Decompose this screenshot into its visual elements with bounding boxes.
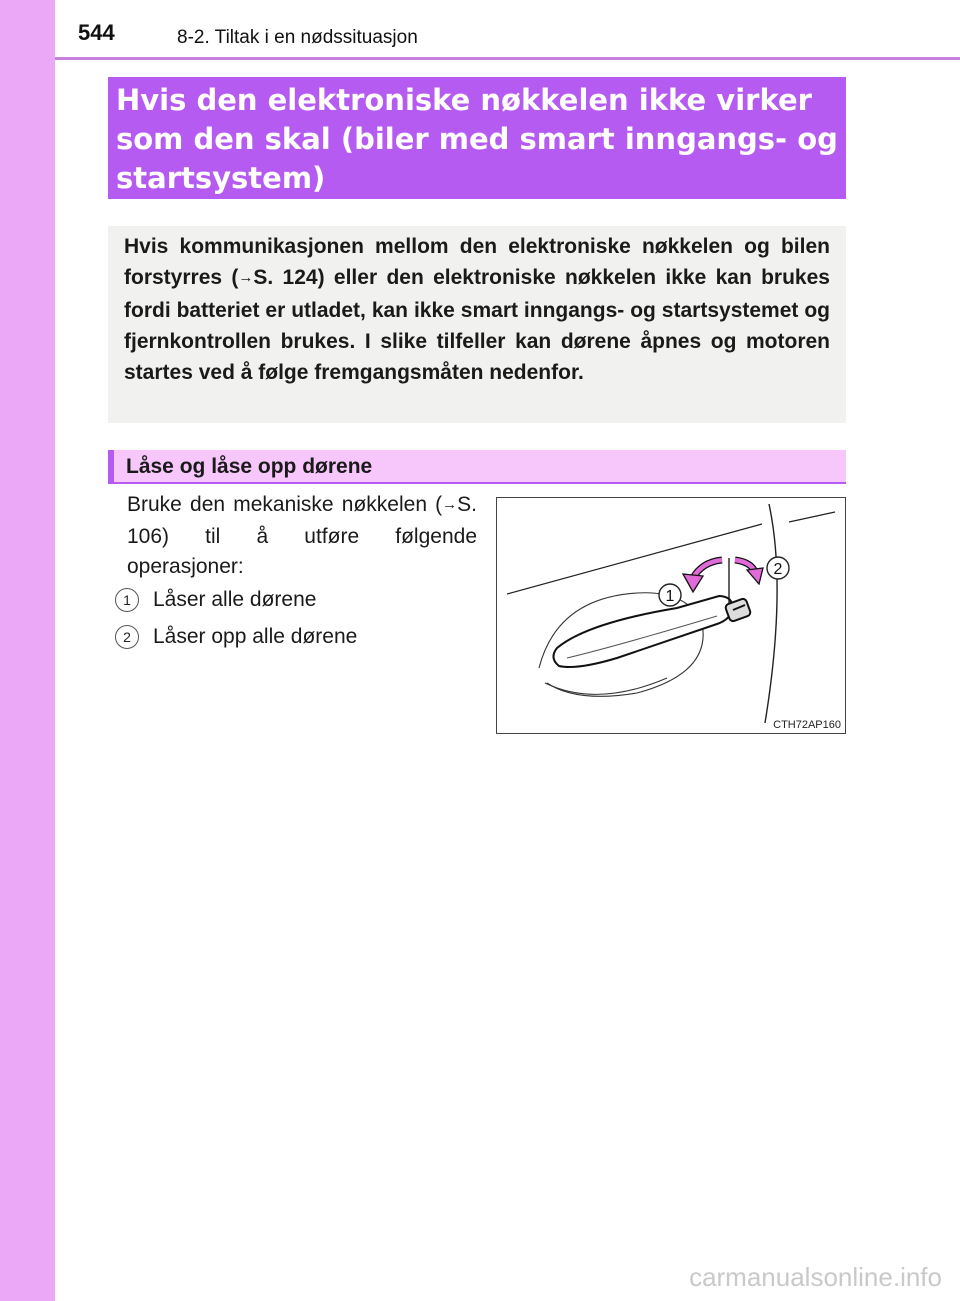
page-title: Hvis den elektroniske nøkkelen ikke virker som den skal (biler med smart inngangs- og startsystem) (116, 83, 838, 195)
step-label: Låser alle dørene (153, 588, 317, 611)
body-text-part-1: Bruke den mekaniske nøkkelen ( (127, 493, 443, 516)
section-heading-text: Låse og låse opp dørene (126, 455, 373, 478)
door-body-line (507, 524, 762, 594)
door-handle-figure (496, 497, 846, 734)
watermark-text: carmanualsonline.info (689, 1262, 942, 1292)
door-body-line (789, 512, 835, 522)
section-body-text (127, 490, 477, 582)
callout-1-label: 1 (665, 588, 675, 605)
intro-box (108, 226, 846, 423)
step-number-badge: 2 (115, 625, 139, 649)
title-box (108, 77, 846, 199)
step-item (115, 625, 357, 649)
intro-text-part-1: Hvis kommunikasjonen mellom den elektroniske nøkkelen og bilen forstyrres ( (124, 235, 830, 289)
step-label: Låser opp alle dørene (153, 625, 358, 648)
page-number: 544 (78, 20, 115, 45)
door-handle-illustration (497, 498, 845, 733)
intro-text (124, 231, 830, 388)
step-number-badge: 1 (115, 588, 139, 612)
door-edge-line (765, 504, 777, 723)
unlock-arrowhead (747, 568, 763, 584)
door-handle (553, 596, 733, 667)
step-item (115, 588, 316, 612)
section-heading (108, 450, 846, 484)
body-page-ref[interactable]: S. 106 (127, 493, 477, 548)
lock-arrowhead (683, 574, 703, 592)
ref-arrow-icon: → (238, 269, 254, 286)
ref-arrow-icon: → (442, 496, 458, 513)
header-rule (55, 57, 960, 60)
body-text-part-2: ) til å utføre følgende operasjoner: (127, 525, 477, 578)
chapter-title: 8-2. Tiltak i en nødssituasjon (177, 27, 418, 48)
callout-2-label: 2 (773, 561, 783, 578)
handle-recess-shadow (545, 678, 667, 694)
side-tab-bar (0, 0, 55, 1301)
intro-text-part-2: ) eller den elektroniske nøkkelen ikke kan brukes fordi batteriet er utladet, kan ikke smart inngangs- og startsystemet og fjernkontrollen brukes. I slike tilfeller kan dørene åpnes og motoren startes ved å følge fremgangsmåten nedenfor. (124, 266, 830, 384)
intro-page-ref[interactable]: S. 124 (253, 266, 318, 289)
figure-code: CTH72AP160 (773, 719, 841, 731)
